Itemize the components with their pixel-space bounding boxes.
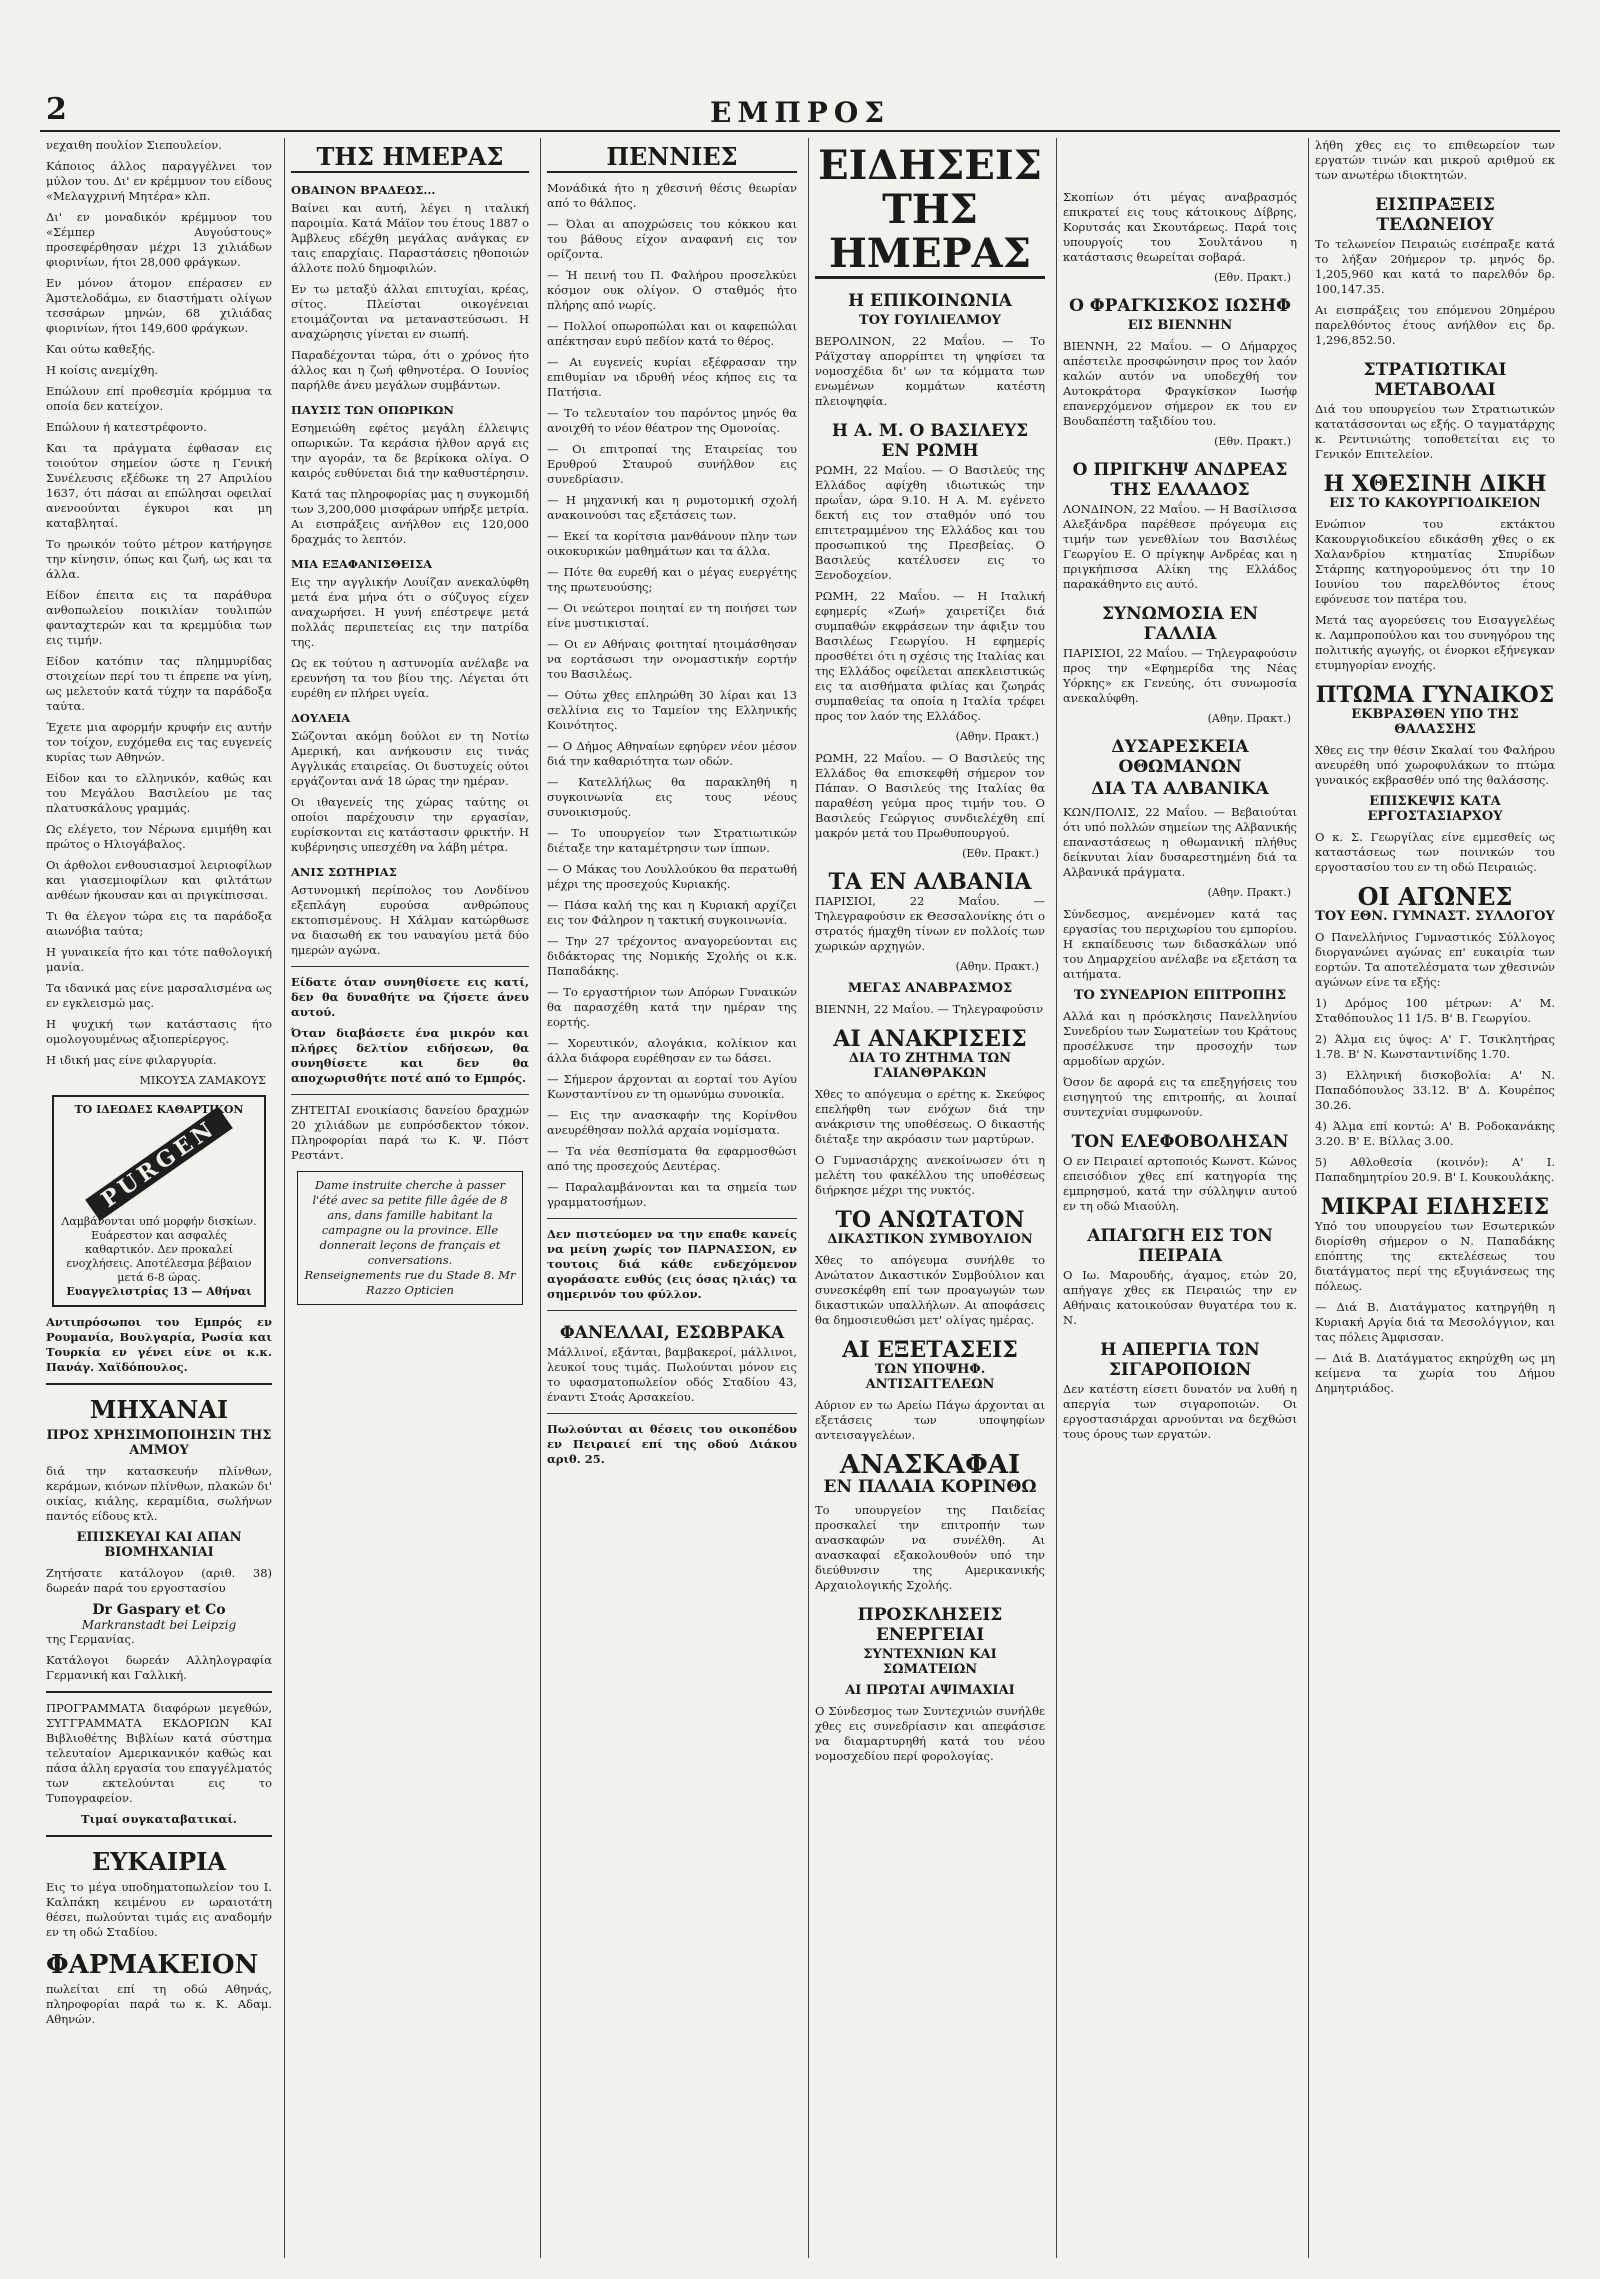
paragraph: Εν μόνον άτομον επέρασεν εν Άμστελοδάμω, εν διαστήματι ολίγων τεσσάρων μηνών, 68 χιλιάδας φιορινίων, ήτοι 149,600 φράγκων. bbox=[46, 276, 272, 335]
result-line: 1) Δρόμος 100 μέτρων: Α' Μ. Σταθόπουλος 11 1/5. Β' Β. Γεωργίου. bbox=[1315, 996, 1555, 1025]
item-heading: ΜΙΑ ΕΞΑΦΑΝΙΣΘΕΙΣΑ bbox=[291, 557, 432, 571]
paragraph: Το ηρωικόν τούτο μέτρον κατήργησε την κίνησιν, όπως και ζωή, ως και τα άλλα. bbox=[46, 537, 272, 581]
paragraph: ΡΩΜΗ, 22 Μαΐου. — Ο Βασιλεύς της Ελλάδος αφίχθη ιδιωτικώς την πρωΐαν, ώρα 9.10. Η Α. Μ. εγένετο δεκτή εις τον σταθμόν υπό του επιτετραμμένου της Ελλάδος και του προσωπικού της Πρεσβείας. Ο Βασιλεύς κατέλυσεν εις το Ξενοδοχείον. bbox=[815, 463, 1045, 582]
promo-text: Είδατε όταν συνηθίσετε εις κατί, δεν θα δυναθήτε να ζήσετε άνευ αυτού. bbox=[291, 975, 529, 1019]
ad-text: Μάλλινοί, εξάνται, βαμβακεροί, μάλλινοι, λευκοί τους τιμάς. Πωλούνται μόνον εις το υφασματοπωλείον οδός Σταδίου 43, έναντι Στοάς Αρσακείου. bbox=[547, 1345, 797, 1404]
result-line: 3) Ελληνική δισκοβολία: Α' Ν. Παπαδόπουλος 33.12. Β' Δ. Κουρέπος 30.26. bbox=[1315, 1068, 1555, 1112]
ad-subheading: ΕΠΙΣΚΕΥΑΙ ΚΑΙ ΑΠΑΝ ΒΙΟΜΗΧΑΝΙΑΙ bbox=[76, 1530, 242, 1560]
item-heading: ΔΟΥΛΕΙΑ bbox=[291, 711, 351, 725]
item-heading: ΑΝΙΣ ΣΩΤΗΡΙΑΣ bbox=[291, 865, 397, 879]
article-heading: Η ΑΠΕΡΓΙΑ ΤΩΝ ΣΙΓΑΡΟΠΟΙΩΝ bbox=[1100, 1340, 1260, 1380]
paragraph: — Την 27 τρέχοντος αναγορεύονται εις διδάκτορας της Νομικής Σχολής οι κ.κ. Παπαδάκης. bbox=[547, 934, 797, 978]
title-spacer bbox=[1063, 138, 1297, 190]
ad-text: πωλείται επί τη οδώ Αθηνάς, πληροφορίαι παρά τω κ. Κ. Αδαμ. Αθηνών. bbox=[46, 1982, 272, 2026]
article-subheading: ΤΟΥ ΕΘΝ. ΓΥΜΝΑΣΤ. ΣΥΛΛΟΓΟΥ bbox=[1315, 909, 1555, 924]
paragraph: Είδον και το ελληνικόν, καθώς και του Μεγάλου Βασιλείου με τας πλατυσκάλους γραμμάς. bbox=[46, 771, 272, 815]
firm-country: της Γερμανίας. bbox=[46, 1632, 135, 1646]
article-subheading: ΜΕΓΑΣ ΑΝΑΒΡΑΣΜΟΣ bbox=[847, 981, 1013, 996]
columns bbox=[40, 138, 1560, 2258]
article-subheading: ΕΙΣ ΤΟ ΚΑΚΟΥΡΓΙΟΔΙΚΕΙΟΝ bbox=[1329, 496, 1541, 511]
source-credit: (Αθην. Πρακτ.) bbox=[1207, 712, 1291, 725]
paragraph: — Σήμερον άρχονται αι εορταί του Αγίου Κωνσταντίνου εν τη ομωνύμω συνοικία. bbox=[547, 1072, 797, 1101]
paragraph: Βαίνει και αυτή, λέγει η ιταλική παροιμία. Κατά Μάϊον του έτους 1887 ο Άμβλευς εδέχθη μεγάλας ανάγκας εν ταις επαρχίαις. Παραστάσεις ηθοποιών άλλοτε πολύ δημοφιλών. bbox=[291, 201, 529, 275]
paragraph: ΠΑΡΙΣΙΟΙ, 22 Μαΐου. — Τηλεγραφούσιν προς την «Εφημερίδα της Νέας Υόρκης» εκ Γενεύης, ότι συνωμοσία ανεκαλύφθη. bbox=[1063, 646, 1297, 705]
divider bbox=[291, 1094, 529, 1095]
article-heading: Ο ΦΡΑΓΚΙΣΚΟΣ ΙΩΣΗΦ bbox=[1069, 296, 1291, 316]
divider bbox=[46, 1691, 272, 1693]
article-subheading: ΤΩΝ ΥΠΟΨΗΦ. ΑΝΤΙΣΑΓΓΕΛΕΩΝ bbox=[865, 1362, 995, 1392]
paragraph: Εν τω μεταξύ άλλαι επιτυχίαι, κρέας, σίτος. Πλείσται οικογένειαι ετοιμάζονται να μεταναστεύσωσι. Η αναχώρησις γίνεται εν σιωπή. bbox=[291, 282, 529, 341]
paragraph: Χθες το απόγευμα ο ερέτης κ. Σκεύφος επελήφθη των ενόχων διά την ανάκρισιν της υποθέσεως. Ο δικαστής διέταξε την ακρόασιν των μαρτύρων. bbox=[815, 1087, 1045, 1146]
paragraph: Εις την αγγλικήν Λουίζαν ανεκαλύφθη μετά ένα μήνα ότι ο σύζυγος είχεν αναχωρήσει. Η γυνή επέστρεψε μετά πολλάς περιπετείας εις την πατρίδα της. bbox=[291, 575, 529, 649]
paragraph: Χθες το απόγευμα συνήλθε το Ανώτατον Δικαστικόν Συμβούλιον και συνεσκέφθη επί των προαγωγών των δικαστικών υπαλλήλων. Αι αποφάσεις θα δημοσιευθώσι μετ' ολίγας ημέρας. bbox=[815, 1253, 1045, 1327]
paragraph: Ο κ. Σ. Γεωργίλας είνε εμμεσθείς ως καταστάσεως των ποινικών του εργοστασίου του εν τη οδώ Πειραιώς. bbox=[1315, 830, 1555, 874]
paragraph: ΒΕΡΟΛΙΝΟΝ, 22 Μαΐου. — Το Ράϊχσταγ απορρίπτει τη ψηφίσει τα νομοσχέδια δι' ων τα κόμματα των ενωμένων κομμάτων κατέστη πλειοψηφία. bbox=[815, 334, 1045, 408]
newspaper-name: ΕΜΠΡΟΣ bbox=[709, 96, 891, 129]
paragraph: Έχετε μια αφορμήν κρυφήν εις αυτήν τον τοίχον, ευχόμεθα εις τας ευγενείς κυρίας των Αθηνών. bbox=[46, 720, 272, 764]
paragraph: ΒΙΕΝΝΗ, 22 Μαΐου. — Τηλεγραφούσιν bbox=[815, 1002, 1044, 1016]
article-heading: ΤΑ ΕΝ ΑΛΒΑΝΙΑ bbox=[828, 869, 1032, 895]
article-subheading: ΤΟΥ ΓΟΥΙΛΙΕΛΜΟΥ bbox=[859, 313, 1001, 328]
column-5 bbox=[1056, 138, 1303, 2258]
column-2 bbox=[284, 138, 535, 2258]
agents-notice: Αντιπρόσωποι του Εμπρός εν Ρουμανία, Βουλγαρία, Ρωσία και Τουρκία εν γένει είνε οι κ.κ. Πανάγ. Χαϊδόπουλος. bbox=[46, 1315, 272, 1374]
ad-heading: ΦΑΝΕΛΛΑΙ, ΕΣΩΒΡΑΚΑ bbox=[559, 1323, 785, 1343]
article-subheading: ΤΟ ΣΥΝΕΔΡΙΟΝ ΕΠΙΤΡΟΠΗΣ bbox=[1073, 988, 1287, 1003]
firm-address: Markranstadt bei Leipzig bbox=[81, 1618, 237, 1632]
paragraph: — Ο Μάκας του Λουλλούκου θα περατωθή μέχρι της προσεχούς Κυριακής. bbox=[547, 862, 797, 891]
paragraph: — Πολλοί οπωροπώλαι και οι καφεπώλαι απέκτησαν ευρύ πεδίον κατά το θέρος. bbox=[547, 319, 797, 348]
paragraph: Διά του υπουργείου των Στρατιωτικών κατατάσσονται ως εξής. Ο ταγματάρχης κ. Ρεντινιώτης τοποθετείται εις το Γενικόν Επιτελείον. bbox=[1315, 402, 1555, 461]
paragraph: — Ούτω χθες επληρώθη 30 λίραι και 13 σελλίνια εις το Ταμείον της Ελληνικής Κοινότητος. bbox=[547, 688, 797, 732]
divider bbox=[46, 1835, 272, 1837]
source-credit: (Εθν. Πρακτ.) bbox=[1214, 435, 1291, 448]
paragraph: ΚΩΝ/ΠΟΛΙΣ, 22 Μαΐου. — Βεβαιούται ότι υπό πολλών σημείων της Αλβανικής επαναστάσεως η οθωμανική πλήθυς δείκνυται λίαν δυσαρεστημένη διά τα Αλβανικά πράγματα. bbox=[1063, 805, 1297, 879]
paragraph: Κατά τας πληροφορίας μας η συγκομιδή των 3,200,000 μισφάρων υπήρξε μετρία. Αι εισπράξεις ανήλθον εις 120,000 δραχμάς το λεπτόν. bbox=[291, 487, 529, 546]
ad-heading: ΜΗΧΑΝΑΙ bbox=[89, 1395, 229, 1424]
article-subheading: ΑΙ ΠΡΩΤΑΙ ΑΨΙΜΑΧΙΑΙ bbox=[845, 1683, 1015, 1698]
paragraph: Η ιδική μας είνε φιλαργυρία. bbox=[46, 1053, 217, 1067]
paragraph: λήθη χθες εις το επιθεωρείον των εργατών τινών και μικρού αριθμού εκ των ανωτέρω ιδιοκτητών. bbox=[1315, 138, 1555, 182]
article-heading: ΟΙ ΑΓΩΝΕΣ bbox=[1357, 882, 1513, 911]
article-heading: Η ΧΘΕΣΙΝΗ ΔΙΚΗ bbox=[1323, 471, 1547, 497]
paragraph: — Οι επιτροπαί της Εταιρείας του Ερυθρού Σταυρού συνήλθον εις συνεδρίασιν. bbox=[547, 442, 797, 486]
paragraph: — Διά Β. Διατάγματος εκηρύχθη ως μη κείμενα τα χωρία του Δήμου Δημητριάδος. bbox=[1315, 1351, 1555, 1395]
article-heading: ΣΥΝΩΜΟΣΙΑ ΕΝ ΓΑΛΛΙΑ bbox=[1101, 604, 1259, 644]
paragraph: — Εκεί τα κορίτσια μανθάνουν πλην των οικοκυρικών μαθημάτων και τα άλλα. bbox=[547, 529, 797, 558]
paragraph: — Το εργαστήριον των Απόρων Γυναικών θα παρασχέθη κατά την ημέραν της εορτής. bbox=[547, 985, 797, 1029]
section-title: ΕΙΔΗΣΕΙΣ ΤΗΣ ΗΜΕΡΑΣ bbox=[815, 144, 1045, 279]
paragraph: Το υπουργείον της Παιδείας προσκαλεί την επιτροπήν των ανασκαφών να συνέλθη. Αι ανασκαφαί εξακολουθούν υπό την διεύθυνσιν της Αμερικανικής Αρχαιολογικής Σχολής. bbox=[815, 1503, 1045, 1592]
paragraph: Μετά τας αγορεύσεις του Εισαγγελέως κ. Λαμπροπούλου και του συνηγόρου της πολιτικής αγωγής, οι ένορκοι εξήνεγκαν ετυμηγορίαν ενοχής. bbox=[1315, 613, 1555, 672]
article-heading: ΠΡΟΣΚΛΗΣΕΙΣ ΕΝΕΡΓΕΙΑΙ bbox=[857, 1605, 1003, 1645]
ad-heading: ΕΥΚΑΙΡΙΑ bbox=[91, 1847, 227, 1876]
paragraph: Ο εν Πειραιεί αρτοποιός Κωνστ. Κώνος επεισόδιον χθες επί κατηγορία της εμπρησμού, κατά την σύλληψιν αυτού εν τη οδώ Μιαούλη. bbox=[1063, 1154, 1297, 1213]
paragraph: ΡΩΜΗ, 22 Μαΐου. — Ο Βασιλεύς της Ελλάδος θα επισκεφθή σήμερον τον Πάπαν. Ο Βασιλεύς της Ιταλίας θα παραθέση γεύμα προς τιμήν του. Ο Βασιλεύς Γεώργιος συνδιελέχθη επί μακρόν μετά του Πρωθυπουργού. bbox=[815, 751, 1045, 840]
divider bbox=[291, 966, 529, 967]
ad-text: Λαμβάνονται υπό μορφήν δισκίων. Ευάρεστον και ασφαλές καθαρτικόν. Δεν προκαλεί ενοχλήσεις. Αποτέλεσμα βέβαιον μετά 6-8 ώρας. bbox=[61, 1215, 257, 1284]
paragraph: Οι άρθολοι ενθουσιασμοί λειριοφίλων και γιασεμιοφίλων και φιλτάτων ανθέων ήκουσαν και αι πριγκίπισσαι. bbox=[46, 858, 272, 902]
result-line: 5) Αθλοθεσία (κοινόν): Α' Ι. Παπαδημητρίου 20.9. Β' Ι. Κουκουλάκης. bbox=[1315, 1155, 1555, 1184]
paragraph: Τα ιδανικά μας είνε μαρσαλισμένα ως εν εγκλεισμώ μας. bbox=[46, 981, 272, 1010]
paragraph: — Εις την ανασκαφήν της Κορίνθου ανευρέθησαν πολλά αρχαία νομίσματα. bbox=[547, 1108, 797, 1137]
paragraph: Μονάδικά ήτο η χθεσινή θέσις θεωρίαν από το θάλπος. bbox=[547, 181, 797, 210]
paragraph: ΛΟΝΔΙΝΟΝ, 22 Μαΐου. — Η Βασίλισσα Αλεξάνδρα παρέθεσε πρόγευμα εις τιμήν των γενεθλίων του Βασιλέως Γεωργίου Ε. Ο πρίγκηψ Ανδρέας και η πριγκήπισσα Αλίκη της Ελλάδος παρακάθηντο εις αυτό. bbox=[1063, 502, 1297, 591]
column-1 bbox=[40, 138, 278, 2258]
paragraph: Σκοπίων ότι μέγας αναβρασμός επικρατεί εις τους κάτοικους Δίβρης, Κορυτσάς και Σκουτάρεως. Παρά τοις υπουργοίς του Σουλτάνου η κατάστασις θεωρείται σοβαρά. bbox=[1063, 190, 1297, 264]
ad-brand: PURGEN bbox=[85, 1107, 232, 1221]
article-heading: ΣΤΡΑΤΙΩΤΙΚΑΙ ΜΕΤΑΒΟΛΑΙ bbox=[1363, 360, 1507, 400]
classified-ad: Πωλούνται αι θέσεις του οικοπέδου εν Πειραιεί επί της οδού Διάκου αριθ. 25. bbox=[547, 1422, 797, 1466]
ad-text: Dame instruite cherche à passer l'été avec sa petite fille âgée de 8 ans, dans famille habitant la campagne ou la province. Elle donnerait leçons de français et conversations. bbox=[312, 1178, 508, 1267]
paragraph: Αύριον εν τω Αρείω Πάγω άρχονται αι εξετάσεις των υποψηφίων αντεισαγγελέων. bbox=[815, 1398, 1045, 1442]
article-heading: Ο ΠΡΙΓΚΗΨ ΑΝΔΡΕΑΣ ΤΗΣ ΕΛΛΑΔΟΣ bbox=[1072, 460, 1288, 500]
paragraph: — Οι εν Αθήναις φοιτηταί ητοιμάσθησαν να εορτάσωσι την ονομαστικήν εορτήν του Βασιλέως. bbox=[547, 637, 797, 681]
article-heading: ΤΟΝ ΕΛΕΦΟΒΟΛΗΣΑΝ bbox=[1071, 1132, 1289, 1152]
paragraph: Επώλουν ή κατεστρέφοντο. bbox=[46, 420, 207, 434]
paragraph: ΒΙΕΝΝΗ, 22 Μαΐου. — Ο Δήμαρχος απέστειλε προσφώνησιν προς τον λαόν καλών αυτόν να υποδεχθή τον Αυτοκράτορα Φραγκίσκον Ιωσήφ επανερχόμενον σήμερον εκ του εν Βουδαπέστη ταξιδίου του. bbox=[1063, 339, 1297, 428]
article-heading: ΑΝΑΣΚΑΦΑΙ bbox=[839, 1450, 1021, 1480]
paragraph: Σύνδεσμος, ανεμένομεν κατά τας εργασίας του περιχωρίου του εμπορίου. Η εκπαίδευσις των διδασκάλων υπό του Δημαρχείου ανέλαβε να εξετάση τα αιτήματα. bbox=[1063, 907, 1297, 981]
masthead bbox=[40, 92, 1560, 132]
ad-brand-banner bbox=[60, 1117, 258, 1215]
programmata-ad: ΠΡΟΓΡΑΜΜΑΤΑ διαφόρων μεγεθών, ΣΥΓΓΡΑΜΜΑΤΑ ΕΚΔΟΡΙΩΝ ΚΑΙ Βιβλιοθέτης Βιβλίων κατά σύστημα τελευταίον Αμερικανικόν καθώς και πάσα άλλη εργασία του επαγγέλματός των εκτελούνται εις το Τυπογραφείον. bbox=[46, 1701, 272, 1805]
paragraph: Παραδέχονται τώρα, ότι ο χρόνος ήτο άλλος και η ζωή φθηνοτέρα. Ο Ιουνίος παρήλθε άνευ μεγάλων συμβάντων. bbox=[291, 348, 529, 392]
paragraph: — Ο Δήμος Αθηναίων εφηύρεν νέον μέσον διά την καθαριότητα των οδών. bbox=[547, 739, 797, 768]
divider bbox=[547, 1310, 797, 1311]
paragraph: Η κοίσις ανεμίχθη. bbox=[46, 363, 158, 377]
paragraph: — Κατελλήλως θα παρακληθή η συγκοινωνία εις τους νέους συνοικισμούς. bbox=[547, 775, 797, 819]
column-4 bbox=[808, 138, 1051, 2258]
article-heading: ΤΟ ΑΝΩΤΑΤΟΝ bbox=[835, 1207, 1025, 1233]
paragraph: — Πάσα καλή της και η Κυριακή αρχίζει εις τον Φάληρον η τακτική συγκοινωνία. bbox=[547, 898, 797, 927]
article-subheading: ΔΙΑ ΤΟ ΖΗΤΗΜΑ ΤΩΝ ΓΑΙΑΝΘΡΑΚΩΝ bbox=[848, 1051, 1012, 1081]
article-heading: Η ΕΠΙΚΟΙΝΩΝΙΑ bbox=[848, 291, 1012, 311]
ad-title: ΤΟ ΙΔΕΩΔΕΣ ΚΑΘΑΡΤΙΚΟΝ bbox=[74, 1103, 244, 1116]
paragraph: — Ή πεινή του Π. Φαλήρου προσελκύει κόσμον ουκ ολίγον. Ο σταθμός ήτο πλήρης από νωρίς. bbox=[547, 268, 797, 312]
column-title: ΠΕΝΝΙΕΣ bbox=[547, 142, 797, 173]
paragraph: ΠΑΡΙΣΙΟΙ, 22 Μαΐου. — Τηλεγραφούσιν εκ Θεσσαλονίκης ότι ο στρατός ήμαχθη τίνων εν πολλοίς των χωρικών αρχηγών. bbox=[815, 894, 1045, 953]
article-signature: ΜΙΚΟΥΣΑ ΖΑΜΑΚΟΥΣ bbox=[139, 1074, 266, 1087]
ad-text: Εις το μέγα υποδηματοπωλείον του Ι. Καλπάκη κειμένου εν ωραιοτάτη θέσει, πωλούνται τιμάς εις αναδομήν εν τη οδώ Σταδίου. bbox=[46, 1880, 272, 1939]
paragraph: Αι εισπράξεις του επόμενου 20ημέρου παρελθόντος έτους ανήλθον εις δρ. 1,296,852.50. bbox=[1315, 303, 1555, 347]
item-heading: ΟΒΑΙΝΟΝ ΒΡΑΔΕΩΣ... bbox=[291, 183, 436, 197]
paragraph: Κάποιος άλλος παραγγέλνει τον μύλον του. Δι' εν κρέμμυον του είδους «Μελαγχρινή Μητέρα» κλπ. bbox=[46, 159, 272, 203]
source-credit: (Αθην. Πρακτ.) bbox=[955, 730, 1039, 743]
column-3 bbox=[540, 138, 803, 2258]
paragraph: — Χορευτικόν, αλογάκια, κολίκιον και άλλα διάφορα ευρέθησαν εν τω δάσει. bbox=[547, 1036, 797, 1065]
article-heading: ΜΙΚΡΑΙ ΕΙΔΗΣΕΙΣ bbox=[1320, 1194, 1550, 1220]
french-classified-ad bbox=[297, 1171, 523, 1305]
prices-note: Τιμαί συγκαταβατικαί. bbox=[81, 1812, 237, 1826]
paragraph: — Όλαι αι αποχρώσεις του κόκκου και του βάθους είχον αναφανή εις τον ορίζοντα. bbox=[547, 217, 797, 261]
ad-text: Ζητήσατε κατάλογον (αριθ. 38) δωρεάν παρά του εργοστασίου bbox=[46, 1566, 272, 1595]
purgen-advertisement bbox=[52, 1095, 266, 1307]
paragraph: Αλλά και η πρόσκλησις Πανελληνίου Συνεδρίου των Σωματείων του Κράτους προσέλκυσε την προσοχήν των αρμοδίων αρχών. bbox=[1063, 1009, 1297, 1068]
item-heading: ΠΑΥΣΙΣ ΤΩΝ ΟΠΩΡΙΚΩΝ bbox=[291, 403, 454, 417]
paragraph: Η ψυχική των κατάστασις ήτο ομολογουμένως αξιοπερίεργος. bbox=[46, 1017, 272, 1046]
promo-text: Δεν πιστεύομεν να την επαθε κανείς να μείνη χωρίς τον ΠΑΡΝΑΣΣΟΝ, εν τουτοις διά κάθε ενδεχόμενον αγοράσατε ευθύς (εις όσας ηλιάς) τα σημερινόν του φύλλον. bbox=[547, 1227, 797, 1301]
paragraph: — Πότε θα ευρεθή και ο μέγας ευεργέτης της πρωτευούσης; bbox=[547, 565, 797, 594]
paragraph: Ως ελέγετο, τον Νέρωνα εμιμήθη και πρώτος ο Ηλιογάβαλος. bbox=[46, 822, 272, 851]
paragraph: Δεν κατέστη είσετι δυνατόν να λυθή η απεργία των σιγαροποιών. Οι εργοστασιάρχαι αρνούνται να δεχθώσι τους όρους των εργατών. bbox=[1063, 1382, 1297, 1441]
paragraph: Ο Ιω. Μαρουδής, άγαμος, ετών 20, απήγαγε χθες εκ Πειραιώς την εν Αθήναις κατοικούσαν θυγατέρα του κ. Ν. bbox=[1063, 1268, 1297, 1327]
article-heading: Η Α. Μ. Ο ΒΑΣΙΛΕΥΣ ΕΝ ΡΩΜΗ bbox=[831, 421, 1029, 461]
article-heading: ΑΠΑΓΩΓΗ ΕΙΣ ΤΟΝ ΠΕΙΡΑΙΑ bbox=[1087, 1226, 1273, 1266]
paragraph: Ο Σύνδεσμος των Συντεχνιών συνήλθε χθες εις συνεδρίασιν και απεφάσισε να διαμαρτυρηθή κατά του νέου νομοσχεδίου περί φορολογίας. bbox=[815, 1704, 1045, 1763]
divider bbox=[46, 1383, 272, 1385]
paragraph: Οι ιθαγενείς της χώρας ταύτης οι οποίοι παρέχουσιν την εργασίαν, ευρίσκονται εις κατάστασιν φρικτήν. Η κυβέρνησις υπεσχέθη να λάβη μέτρα. bbox=[291, 795, 529, 854]
paragraph: Τι θα έλεγον τώρα εις τα παράδοξα αιωνόβια ταύτα; bbox=[46, 909, 272, 938]
paragraph: Όσον δε αφορά εις τα επεξηγήσεις του εισηγητού της επιτροπής, αι λοιπαί συντεχνίαι συμφωνούν. bbox=[1063, 1075, 1297, 1119]
article-heading: ΠΤΩΜΑ ΓΥΝΑΙΚΟΣ bbox=[1315, 682, 1555, 708]
page-number: 2 bbox=[46, 92, 67, 127]
article-heading: ΔΥΣΑΡΕΣΚΕΙΑ ΟΘΩΜΑΝΩΝ bbox=[1111, 737, 1249, 777]
article-subheading: ΕΝ ΠΑΛΑΙΑ ΚΟΡΙΝΘΩ bbox=[823, 1477, 1037, 1497]
ad-contact: Renseignements rue du Stade 8. Mr Razzo Opticien bbox=[304, 1268, 516, 1297]
paragraph: νεχαιθη πουλίον Σιεπουλείον. bbox=[46, 138, 222, 152]
paragraph: — Αι ευγενείς κυρίαι εξέφρασαν την επιθυμίαν να ιδρυθή νέος κήπος εις τα Πατήσια. bbox=[547, 355, 797, 399]
paragraph: — Το τελευταίον του παρόντος μηνός θα ανοιχθή το νέον θέατρον της Ομονοίας. bbox=[547, 406, 797, 435]
ad-subheading: ΠΡΟΣ ΧΡΗΣΙΜΟΠΟΙΗΣΙΝ ΤΗΣ ΑΜΜΟΥ bbox=[46, 1428, 272, 1458]
paragraph: Η γυναικεία ήτο και τότε παθολογική μανία. bbox=[46, 945, 272, 974]
catalog-text: Κατάλογοι δωρεάν Αλληλογραφία Γερμανική και Γαλλική. bbox=[46, 1653, 272, 1682]
paragraph: Χθες εις την θέσιν Σκαλαί του Φαλήρου ανευρέθη υπό χωροφυλάκων το πτώμα γυναικός εκβρασθέν υπό της θαλάσσης. bbox=[1315, 743, 1555, 787]
article-subheading: ΔΙΚΑΣΤΙΚΟΝ ΣΥΜΒΟΥΛΙΟΝ bbox=[827, 1232, 1033, 1247]
result-line: 2) Άλμα εις ύψος: Α' Γ. Τσικλητήρας 1.78. Β' Ν. Κωνσταντινίδης 1.70. bbox=[1315, 1032, 1555, 1061]
paragraph: Το τελωνείον Πειραιώς εισέπραξε κατά το λήξαν 20ήμερον τρ. μηνός δρ. 1,205,960 και κατά το παρελθόν δρ. 100,147.35. bbox=[1315, 237, 1555, 296]
source-credit: (Εθν. Πρακτ.) bbox=[962, 847, 1039, 860]
paragraph: Ως εκ τούτου η αστυνομία ανέλαβε να ερευνήση τα του βίου της. Λέγεται ότι ευρέθη εν πλήρει υγεία. bbox=[291, 656, 529, 700]
paragraph: Υπό του υπουργείου των Εσωτερικών διορίσθη σήμερον ο Ν. Παπαδάκης επόπτης της εκτελέσεως του διατάγματος περί της εξυγιάνσεως της πόλεως. bbox=[1315, 1219, 1555, 1293]
article-heading: ΑΙ ΕΞΕΤΑΣΕΙΣ bbox=[842, 1337, 1018, 1363]
article-subheading: ΕΙΣ ΒΙΕΝΝΗΝ bbox=[1127, 318, 1233, 333]
paragraph: Ο Γυμνασιάρχης ανεκοίνωσεν ότι η μελέτη του φακέλλου της υποθέσεως διήρκησε μέχρι της νυκτός. bbox=[815, 1153, 1045, 1197]
ad-depot: Ευαγγελιστρίας 13 — Αθήναι bbox=[66, 1285, 252, 1298]
classified-ad: ΖΗΤΕΙΤΑΙ ενοικίασις δανείου δραχμών 20 χιλιάδων με ευπρόσδεκτον τόκον. Πληροφορίαι παρά τω Κ. Ψ. Πόστ Ρεστάντ. bbox=[291, 1103, 529, 1162]
firm-name: Dr Gaspary et Co bbox=[92, 1602, 226, 1618]
column-6 bbox=[1308, 138, 1561, 2258]
column-title: ΤΗΣ ΗΜΕΡΑΣ bbox=[291, 142, 529, 173]
result-line: 4) Άλμα επί κοντώ: Α' Β. Ροδοκανάκης 3.20. Β' Ε. Βίλλας 3.00. bbox=[1315, 1119, 1555, 1148]
source-credit: (Αθην. Πρακτ.) bbox=[955, 960, 1039, 973]
paragraph: Είδον κατόπιν τας πλημμυρίδας στοιχείων περί του τι έπρεπε να γίνη, ως μελετούν κατά τύχην τα παράδοξα ταύτα. bbox=[46, 654, 272, 713]
paragraph: — Τα νέα θεσπίσματα θα εφαρμοσθώσι από της προσεχούς Δευτέρας. bbox=[547, 1144, 797, 1173]
paragraph: Δι' εν μοναδικόν κρέμμυον του «Σέμπερ Αυγούστους» προσεφέρθησαν μέχρι 13 χιλιάδων φιορινίων, ήτοι 28,000 φράγκων. bbox=[46, 210, 272, 269]
ad-text: διά την κατασκευήν πλίνθων, κεράμων, κιόνων πλίνθων, πλακών δι' οικίας, κιάλης, κεραμίδια, σωλήνων παντός είδους κτλ. bbox=[46, 1464, 272, 1523]
article-subheading: ΕΠΙΣΚΕΨΙΣ ΚΑΤΑ ΕΡΓΟΣΤΑΣΙΑΡΧΟΥ bbox=[1367, 794, 1503, 824]
paragraph: Αστυνομική περίπολος του Λονδίνου εξεπλάγη ευρούσα ανθρώπους εκτοπισμένους. Η Χάλμαν κατώρθωσε να διασωθή εκ του ναυαγίου μετά δύο ημερών αγώνα. bbox=[291, 883, 529, 957]
divider bbox=[547, 1218, 797, 1219]
paragraph: Εσημειώθη εφέτος μεγάλη έλλειψις οπωρικών. Τα κεράσια ήλθον αργά εις την αγοράν, τα δε βερίκοκα ολίγα. Ο καιρός ευθύνεται διά την καθυστέρησιν. bbox=[291, 421, 529, 480]
article-heading: ΕΙΣΠΡΑΞΕΙΣ ΤΕΛΩΝΕΙΟΥ bbox=[1375, 195, 1495, 235]
paragraph: Και ούτω καθεξής. bbox=[46, 342, 155, 356]
source-credit: (Αθην. Πρακτ.) bbox=[1207, 886, 1291, 899]
article-subheading: ΕΚΒΡΑΣΘΕΝ ΥΠΟ ΤΗΣ ΘΑΛΑΣΣΗΣ bbox=[1351, 707, 1519, 737]
paragraph: — Η μηχανική και η ρυμοτομική σχολή ανακοινούσι τας εξετάσεις των. bbox=[547, 493, 797, 522]
paragraph: Ενώπιον του εκτάκτου Κακουργιοδικείου εδικάσθη χθες ο εκ Χαλανδρίου κτηματίας Σπυρίδων Στάρπης κατηγορούμενος ότι την 10 Ιουνίου του παρελθόντος έτους εφόνευσε τον πατέρα του. bbox=[1315, 517, 1555, 606]
paragraph: — Οι νεώτεροι ποιηταί εν τη ποιήσει των είνε μυστικισταί. bbox=[547, 601, 797, 630]
paragraph: Και τα πράγματα έφθασαν εις τοιούτον σημείον ώστε η Γενική Συνέλευσις εξέδωκε τη 27 Απριλίου 1637, ότι πάσαι αι επώλησαι οφειλαί ανενοούνται έγκυροι και μη καταβληταί. bbox=[46, 441, 272, 530]
promo-text: Όταν διαβάσετε ένα μικρόν και πλήρες δελτίον ειδήσεων, θα συνηθίσετε και δεν θα αποχωρισθήτε ποτέ από το Εμπρός. bbox=[291, 1026, 529, 1085]
divider bbox=[547, 1413, 797, 1414]
paragraph: ΡΩΜΗ, 22 Μαΐου. — Η Ιταλική εφημερίς «Ζωή» χαιρετίζει διά συμπαθών εκφράσεων την άφιξιν του Βασιλέως Γεωργίου. Η εφημερίς προσθέτει ότι η σχέσις της Ιταλίας και της Ελλάδος οφείλεται απεκλειστικώς εις τα αισθήματα φιλίας και ζωηράς συμπαθείας τα οποία η Ιταλία τρέφει προς τον λαόν της Ελλάδος. bbox=[815, 589, 1045, 723]
article-heading: ΑΙ ΑΝΑΚΡΙΣΕΙΣ bbox=[833, 1026, 1027, 1052]
source-credit: (Εθν. Πρακτ.) bbox=[1214, 271, 1291, 284]
pharmacy-heading: ΦΑΡΜΑΚΕΙΟΝ bbox=[46, 1950, 259, 1980]
paragraph: — Το υπουργείον των Στρατιωτικών διέταξε την καταμέτρησιν των ίππων. bbox=[547, 826, 797, 855]
article-subheading: ΣΥΝΤΕΧΝΙΩΝ ΚΑΙ ΣΩΜΑΤΕΙΩΝ bbox=[863, 1647, 997, 1677]
paragraph: Είδον έπειτα εις τα παράθυρα ανθοπωλείου ποικιλίαν τουλιπών φανταχτερών και τα κρεμμύδια των εις τιμήν. bbox=[46, 588, 272, 647]
paragraph: — Διά Β. Διατάγματος κατηργήθη η Κυριακή Αργία διά τα Μεσολόγγιον, και τας πόλεις Άμφισσαν. bbox=[1315, 1300, 1555, 1344]
paragraph: Σώζονται ακόμη δούλοι εν τη Νοτίω Αμερική, και ανήκουσιν εις τινάς Αγγλικάς εταιρείας. Οι δυστυχείς ούτοι εργάζονται ανά 18 ώρας την ημέραν. bbox=[291, 729, 529, 788]
paragraph: Ο Πανελλήνιος Γυμναστικός Σύλλογος διοργανώνει αγώνας επ' ευκαιρία των εορτών. Τα αποτελέσματα των χθεσινών αγώνων είνε τα εξής: bbox=[1315, 930, 1555, 989]
article-subheading: ΔΙΑ ΤΑ ΑΛΒΑΝΙΚΑ bbox=[1091, 779, 1269, 799]
paragraph: — Παραλαμβάνονται και τα σημεία των γραμματοσήμων. bbox=[547, 1180, 797, 1209]
paragraph: Επώλουν επί προθεσμία κρόμμυα τα οποία δεν κατείχον. bbox=[46, 384, 272, 413]
